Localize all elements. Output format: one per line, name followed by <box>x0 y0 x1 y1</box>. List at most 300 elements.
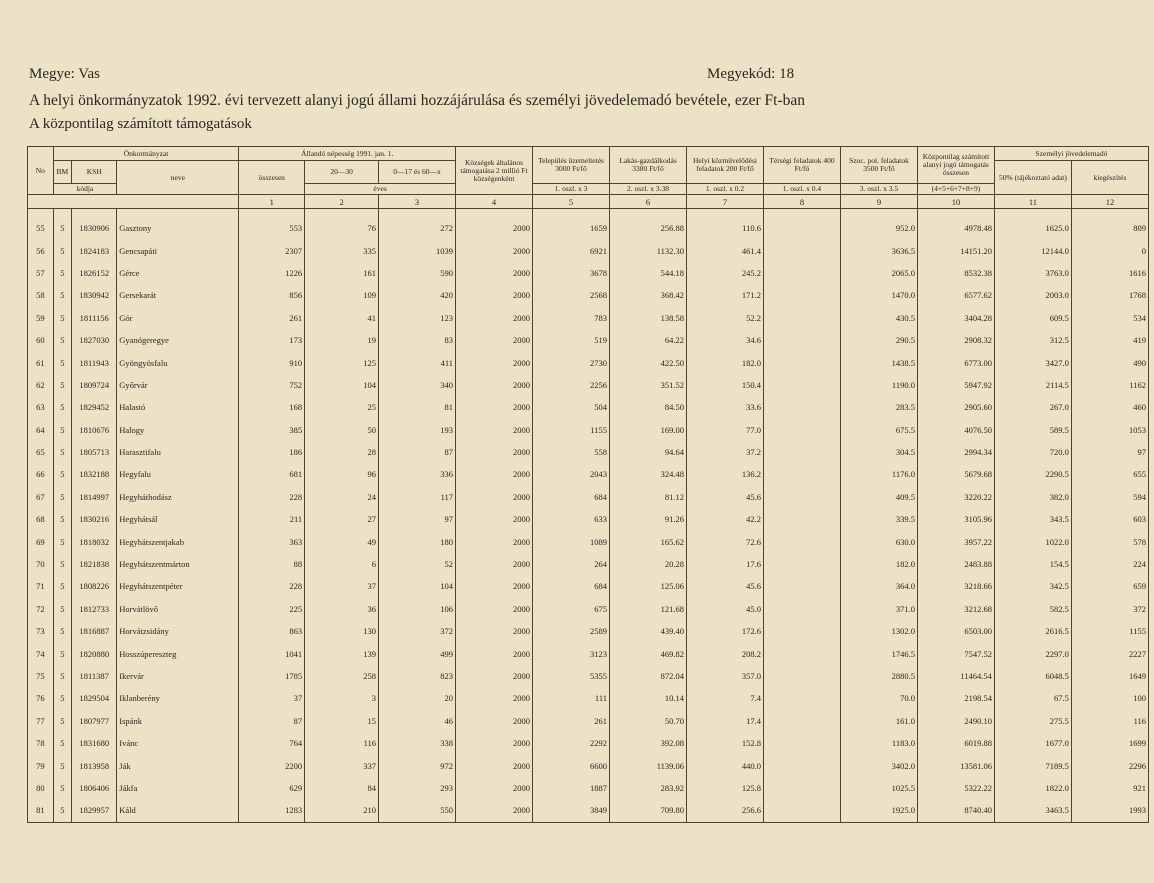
cell-neve: Hegyháthodász <box>117 486 239 508</box>
table-row <box>28 284 1149 306</box>
cell-bm: 5 <box>53 799 71 822</box>
col-szja-header: Személyi jövedelemadó <box>994 147 1148 161</box>
cell-szoc: 430.5 <box>840 307 917 329</box>
cell-bm: 5 <box>53 217 71 239</box>
cell-szoc: 1190.0 <box>840 374 917 396</box>
cell-kozsegek: 2000 <box>456 351 533 373</box>
cell-lakas: 1139.06 <box>610 754 687 776</box>
cell-0-17: 340 <box>379 374 456 396</box>
cell-bm: 5 <box>53 307 71 329</box>
cell-kozpontilag: 2483.88 <box>917 553 994 575</box>
cell-neve: Hegyhátszentjakab <box>117 530 239 552</box>
cell-osszesen: 910 <box>239 351 305 373</box>
cell-neve: Ispánk <box>117 710 239 732</box>
cell-no: 58 <box>28 284 54 306</box>
cell-helyi: 72.6 <box>687 530 764 552</box>
cell-20-30: 25 <box>305 396 379 418</box>
cell-szja50: 2003.0 <box>994 284 1071 306</box>
cell-tersegi <box>763 598 840 620</box>
cell-tersegi <box>763 239 840 261</box>
cell-ksh: 1811387 <box>72 665 117 687</box>
cell-tersegi <box>763 732 840 754</box>
table-row <box>28 486 1149 508</box>
cell-szja50: 1625.0 <box>994 217 1071 239</box>
cell-tersegi <box>763 665 840 687</box>
cell-szja50: 267.0 <box>994 396 1071 418</box>
cell-helyi: 208.2 <box>687 642 764 664</box>
cell-telepules: 2589 <box>533 620 610 642</box>
cell-osszesen: 764 <box>239 732 305 754</box>
cell-bm: 5 <box>53 732 71 754</box>
cell-osszesen: 1041 <box>239 642 305 664</box>
cell-szoc: 70.0 <box>840 687 917 709</box>
cell-lakas: 64.22 <box>610 329 687 351</box>
cell-neve: Hegyhátszentpéter <box>117 575 239 597</box>
cell-szja50: 7189.5 <box>994 754 1071 776</box>
cell-helyi: 125.8 <box>687 777 764 799</box>
cell-neve: Ják <box>117 754 239 776</box>
cell-szja50: 2114.5 <box>994 374 1071 396</box>
cell-0-17: 499 <box>379 642 456 664</box>
cell-kozsegek: 2000 <box>456 508 533 530</box>
cell-kozpontilag: 7547.52 <box>917 642 994 664</box>
cell-tersegi <box>763 799 840 822</box>
cell-tersegi <box>763 575 840 597</box>
cell-telepules: 6921 <box>533 239 610 261</box>
cell-szoc: 304.5 <box>840 441 917 463</box>
col-tersegi-header: Térségi feladatok 400 Ft/fő <box>763 147 840 184</box>
cell-kozsegek: 2000 <box>456 284 533 306</box>
cell-0-17: 106 <box>379 598 456 620</box>
cell-helyi: 37.2 <box>687 441 764 463</box>
cell-neve: Gérce <box>117 262 239 284</box>
cell-telepules: 5355 <box>533 665 610 687</box>
cell-tersegi <box>763 441 840 463</box>
cell-tersegi <box>763 687 840 709</box>
cell-szoc: 2880.5 <box>840 665 917 687</box>
table-row <box>28 508 1149 530</box>
col-number: 8 <box>763 195 840 209</box>
col-szja50-header: 50% (tájékoztató adat) <box>994 161 1071 195</box>
cell-no: 59 <box>28 307 54 329</box>
cell-kieg: 1768 <box>1071 284 1148 306</box>
cell-neve: Jákfa <box>117 777 239 799</box>
col-no-header: No <box>28 147 54 195</box>
cell-ksh: 1805713 <box>72 441 117 463</box>
cell-kozsegek: 2000 <box>456 642 533 664</box>
cell-no: 71 <box>28 575 54 597</box>
cell-bm: 5 <box>53 396 71 418</box>
cell-no: 75 <box>28 665 54 687</box>
cell-kieg: 419 <box>1071 329 1148 351</box>
cell-kozpontilag: 4978.48 <box>917 217 994 239</box>
cell-kieg: 490 <box>1071 351 1148 373</box>
cell-helyi: 34.6 <box>687 329 764 351</box>
table-row <box>28 620 1149 642</box>
cell-telepules: 558 <box>533 441 610 463</box>
cell-szja50: 3763.0 <box>994 262 1071 284</box>
cell-kozpontilag: 5322.22 <box>917 777 994 799</box>
cell-osszesen: 228 <box>239 575 305 597</box>
cell-ksh: 1832188 <box>72 463 117 485</box>
cell-helyi: 33.6 <box>687 396 764 418</box>
col-helyi-header: Helyi közművelődési feladatok 200 Ft/fő <box>687 147 764 184</box>
cell-neve: Halastó <box>117 396 239 418</box>
cell-20-30: 116 <box>305 732 379 754</box>
cell-bm: 5 <box>53 239 71 261</box>
cell-ksh: 1826152 <box>72 262 117 284</box>
cell-lakas: 94.64 <box>610 441 687 463</box>
cell-kozpontilag: 3218.66 <box>917 575 994 597</box>
cell-lakas: 392.08 <box>610 732 687 754</box>
cell-szja50: 343.5 <box>994 508 1071 530</box>
cell-kieg: 100 <box>1071 687 1148 709</box>
cell-kieg: 372 <box>1071 598 1148 620</box>
cell-no: 70 <box>28 553 54 575</box>
col-tersegi-formula: 1. oszl. x 0.4 <box>763 184 840 195</box>
cell-20-30: 139 <box>305 642 379 664</box>
cell-ksh: 1824183 <box>72 239 117 261</box>
cell-helyi: 171.2 <box>687 284 764 306</box>
cell-20-30: 210 <box>305 799 379 822</box>
cell-tersegi <box>763 463 840 485</box>
cell-telepules: 2292 <box>533 732 610 754</box>
cell-bm: 5 <box>53 530 71 552</box>
cell-kozpontilag: 5947.92 <box>917 374 994 396</box>
cell-osszesen: 385 <box>239 419 305 441</box>
cell-szoc: 1176.0 <box>840 463 917 485</box>
cell-osszesen: 856 <box>239 284 305 306</box>
cell-szja50: 2616.5 <box>994 620 1071 642</box>
page-title: A helyi önkormányzatok 1992. évi tervezett alanyi jogú állami hozzájárulása és személyi jövedelemadó bevétele, ezer Ft-ban <box>29 92 805 109</box>
cell-tersegi <box>763 508 840 530</box>
cell-szja50: 720.0 <box>994 441 1071 463</box>
cell-kieg: 2227 <box>1071 642 1148 664</box>
col-kodja-header: kódja <box>53 184 117 195</box>
cell-no: 74 <box>28 642 54 664</box>
table-row <box>28 239 1149 261</box>
cell-telepules: 264 <box>533 553 610 575</box>
table-row <box>28 217 1149 239</box>
cell-szoc: 364.0 <box>840 575 917 597</box>
cell-20-30: 6 <box>305 553 379 575</box>
table-row <box>28 307 1149 329</box>
cell-kozsegek: 2000 <box>456 262 533 284</box>
cell-lakas: 709.80 <box>610 799 687 822</box>
cell-0-17: 180 <box>379 530 456 552</box>
cell-szoc: 1025.5 <box>840 777 917 799</box>
cell-szja50: 582.5 <box>994 598 1071 620</box>
cell-kieg: 1162 <box>1071 374 1148 396</box>
col-kozpontilag-header: Központilag számított alanyi jogú támogatás összesen <box>917 147 994 184</box>
cell-ksh: 1808226 <box>72 575 117 597</box>
cell-szja50: 312.5 <box>994 329 1071 351</box>
cell-ksh: 1816887 <box>72 620 117 642</box>
cell-osszesen: 211 <box>239 508 305 530</box>
table-row <box>28 754 1149 776</box>
cell-osszesen: 681 <box>239 463 305 485</box>
cell-szoc: 630.0 <box>840 530 917 552</box>
cell-ksh: 1830216 <box>72 508 117 530</box>
cell-kozsegek: 2000 <box>456 799 533 822</box>
cell-tersegi <box>763 262 840 284</box>
cell-kozsegek: 2000 <box>456 463 533 485</box>
cell-bm: 5 <box>53 598 71 620</box>
cell-szoc: 675.5 <box>840 419 917 441</box>
cell-lakas: 469.82 <box>610 642 687 664</box>
cell-telepules: 6600 <box>533 754 610 776</box>
cell-szoc: 1438.5 <box>840 351 917 373</box>
cell-ksh: 1818032 <box>72 530 117 552</box>
cell-20-30: 37 <box>305 575 379 597</box>
cell-ksh: 1811943 <box>72 351 117 373</box>
cell-lakas: 138.58 <box>610 307 687 329</box>
cell-kieg: 534 <box>1071 307 1148 329</box>
cell-szja50: 1022.0 <box>994 530 1071 552</box>
cell-kieg: 2296 <box>1071 754 1148 776</box>
cell-0-17: 550 <box>379 799 456 822</box>
cell-bm: 5 <box>53 262 71 284</box>
cell-no: 56 <box>28 239 54 261</box>
cell-0-17: 338 <box>379 732 456 754</box>
cell-kozpontilag: 11464.54 <box>917 665 994 687</box>
cell-osszesen: 168 <box>239 396 305 418</box>
cell-ksh: 1812733 <box>72 598 117 620</box>
cell-0-17: 20 <box>379 687 456 709</box>
cell-lakas: 422.50 <box>610 351 687 373</box>
cell-bm: 5 <box>53 642 71 664</box>
cell-kozsegek: 2000 <box>456 239 533 261</box>
col-20-30-header: 20—30 <box>305 161 379 184</box>
cell-bm: 5 <box>53 508 71 530</box>
col-number: 10 <box>917 195 994 209</box>
cell-helyi: 110.6 <box>687 217 764 239</box>
cell-kozsegek: 2000 <box>456 620 533 642</box>
cell-kozsegek: 2000 <box>456 329 533 351</box>
cell-kozsegek: 2000 <box>456 598 533 620</box>
cell-ksh: 1830906 <box>72 217 117 239</box>
cell-no: 68 <box>28 508 54 530</box>
col-lakas-formula: 2. oszl. x 3.38 <box>610 184 687 195</box>
col-szoc-formula: 3. oszl. x 3.5 <box>840 184 917 195</box>
cell-neve: Horvátlövő <box>117 598 239 620</box>
cell-bm: 5 <box>53 620 71 642</box>
cell-szoc: 339.5 <box>840 508 917 530</box>
cell-tersegi <box>763 351 840 373</box>
cell-helyi: 152.8 <box>687 732 764 754</box>
cell-neve: Gersekarát <box>117 284 239 306</box>
cell-kieg: 659 <box>1071 575 1148 597</box>
cell-neve: Hegyfalu <box>117 463 239 485</box>
county-code-label: Megyekód: 18 <box>707 66 795 82</box>
cell-szoc: 1302.0 <box>840 620 917 642</box>
cell-szja50: 275.5 <box>994 710 1071 732</box>
cell-szoc: 3636.5 <box>840 239 917 261</box>
cell-neve: Iklanberény <box>117 687 239 709</box>
cell-kozpontilag: 2908.32 <box>917 329 994 351</box>
cell-kozpontilag: 5679.68 <box>917 463 994 485</box>
cell-lakas: 256.88 <box>610 217 687 239</box>
cell-20-30: 15 <box>305 710 379 732</box>
cell-szoc: 1470.0 <box>840 284 917 306</box>
cell-telepules: 1155 <box>533 419 610 441</box>
cell-0-17: 97 <box>379 508 456 530</box>
cell-lakas: 368.42 <box>610 284 687 306</box>
cell-tersegi <box>763 419 840 441</box>
cell-kieg: 921 <box>1071 777 1148 799</box>
cell-helyi: 150.4 <box>687 374 764 396</box>
cell-neve: Hegyhátszentmárton <box>117 553 239 575</box>
cell-telepules: 684 <box>533 575 610 597</box>
cell-20-30: 161 <box>305 262 379 284</box>
cell-kozsegek: 2000 <box>456 441 533 463</box>
cell-osszesen: 225 <box>239 598 305 620</box>
cell-helyi: 182.0 <box>687 351 764 373</box>
cell-tersegi <box>763 374 840 396</box>
cell-osszesen: 261 <box>239 307 305 329</box>
cell-neve: Gasztony <box>117 217 239 239</box>
cell-20-30: 125 <box>305 351 379 373</box>
cell-kozpontilag: 13581.06 <box>917 754 994 776</box>
cell-szja50: 589.5 <box>994 419 1071 441</box>
cell-20-30: 76 <box>305 217 379 239</box>
col-onkormanyzat-header: Önkormányzat <box>53 147 239 161</box>
cell-ksh: 1807977 <box>72 710 117 732</box>
cell-helyi: 45.0 <box>687 598 764 620</box>
cell-osszesen: 363 <box>239 530 305 552</box>
col-number: 2 <box>305 195 379 209</box>
cell-bm: 5 <box>53 754 71 776</box>
cell-kozsegek: 2000 <box>456 687 533 709</box>
cell-20-30: 130 <box>305 620 379 642</box>
table-row <box>28 642 1149 664</box>
cell-kieg: 1616 <box>1071 262 1148 284</box>
cell-bm: 5 <box>53 486 71 508</box>
cell-szoc: 409.5 <box>840 486 917 508</box>
cell-tersegi <box>763 777 840 799</box>
cell-20-30: 337 <box>305 754 379 776</box>
col-number: 12 <box>1071 195 1148 209</box>
cell-ksh: 1829504 <box>72 687 117 709</box>
cell-kozsegek: 2000 <box>456 530 533 552</box>
cell-telepules: 3678 <box>533 262 610 284</box>
cell-0-17: 972 <box>379 754 456 776</box>
cell-szja50: 382.0 <box>994 486 1071 508</box>
cell-telepules: 1089 <box>533 530 610 552</box>
cell-kieg: 1155 <box>1071 620 1148 642</box>
cell-telepules: 504 <box>533 396 610 418</box>
cell-no: 73 <box>28 620 54 642</box>
cell-telepules: 1659 <box>533 217 610 239</box>
cell-neve: Ivánc <box>117 732 239 754</box>
cell-telepules: 261 <box>533 710 610 732</box>
cell-lakas: 872.04 <box>610 665 687 687</box>
cell-helyi: 461.4 <box>687 239 764 261</box>
cell-kozpontilag: 2198.54 <box>917 687 994 709</box>
cell-helyi: 52.2 <box>687 307 764 329</box>
cell-20-30: 258 <box>305 665 379 687</box>
cell-neve: Gencsapáti <box>117 239 239 261</box>
cell-kozpontilag: 4076.50 <box>917 419 994 441</box>
cell-helyi: 440.0 <box>687 754 764 776</box>
cell-tersegi <box>763 553 840 575</box>
cell-kozpontilag: 6773.00 <box>917 351 994 373</box>
table-row <box>28 396 1149 418</box>
cell-kozsegek: 2000 <box>456 419 533 441</box>
cell-kozpontilag: 3957.22 <box>917 530 994 552</box>
col-szoc-header: Szoc. pol. feladatok 3500 Ft/fő <box>840 147 917 184</box>
cell-telepules: 111 <box>533 687 610 709</box>
cell-lakas: 439.40 <box>610 620 687 642</box>
cell-telepules: 3123 <box>533 642 610 664</box>
cell-kozpontilag: 3220.22 <box>917 486 994 508</box>
cell-kieg: 116 <box>1071 710 1148 732</box>
col-number: 6 <box>610 195 687 209</box>
cell-ksh: 1806406 <box>72 777 117 799</box>
cell-ksh: 1827030 <box>72 329 117 351</box>
cell-bm: 5 <box>53 284 71 306</box>
cell-neve: Horvátzsidány <box>117 620 239 642</box>
col-ksh-header: KSH <box>72 161 117 184</box>
cell-osszesen: 1226 <box>239 262 305 284</box>
cell-no: 63 <box>28 396 54 418</box>
cell-no: 66 <box>28 463 54 485</box>
cell-0-17: 104 <box>379 575 456 597</box>
table-row <box>28 441 1149 463</box>
table-row <box>28 262 1149 284</box>
table-row <box>28 463 1149 485</box>
cell-bm: 5 <box>53 687 71 709</box>
cell-lakas: 544.18 <box>610 262 687 284</box>
col-number: 4 <box>456 195 533 209</box>
cell-lakas: 169.00 <box>610 419 687 441</box>
cell-kozsegek: 2000 <box>456 732 533 754</box>
col-number: 9 <box>840 195 917 209</box>
cell-szoc: 1183.0 <box>840 732 917 754</box>
cell-kieg: 224 <box>1071 553 1148 575</box>
cell-no: 80 <box>28 777 54 799</box>
cell-kozpontilag: 2905.60 <box>917 396 994 418</box>
col-eves-header: éves <box>305 184 456 195</box>
table-row <box>28 530 1149 552</box>
cell-lakas: 50.70 <box>610 710 687 732</box>
cell-kozpontilag: 8740.40 <box>917 799 994 822</box>
table-row <box>28 710 1149 732</box>
cell-lakas: 351.52 <box>610 374 687 396</box>
cell-neve: Hosszúpereszteg <box>117 642 239 664</box>
col-number: 5 <box>533 195 610 209</box>
cell-tersegi <box>763 329 840 351</box>
cell-szja50: 2290.5 <box>994 463 1071 485</box>
cell-ksh: 1814997 <box>72 486 117 508</box>
cell-szoc: 1925.0 <box>840 799 917 822</box>
cell-kieg: 460 <box>1071 396 1148 418</box>
cell-bm: 5 <box>53 463 71 485</box>
cell-ksh: 1821838 <box>72 553 117 575</box>
cell-0-17: 293 <box>379 777 456 799</box>
cell-kozpontilag: 6019.88 <box>917 732 994 754</box>
cell-osszesen: 1283 <box>239 799 305 822</box>
table-row <box>28 351 1149 373</box>
cell-osszesen: 173 <box>239 329 305 351</box>
cell-no: 55 <box>28 217 54 239</box>
cell-0-17: 372 <box>379 620 456 642</box>
cell-20-30: 84 <box>305 777 379 799</box>
cell-tersegi <box>763 486 840 508</box>
cell-0-17: 590 <box>379 262 456 284</box>
col-number: 3 <box>379 195 456 209</box>
cell-helyi: 45.6 <box>687 575 764 597</box>
